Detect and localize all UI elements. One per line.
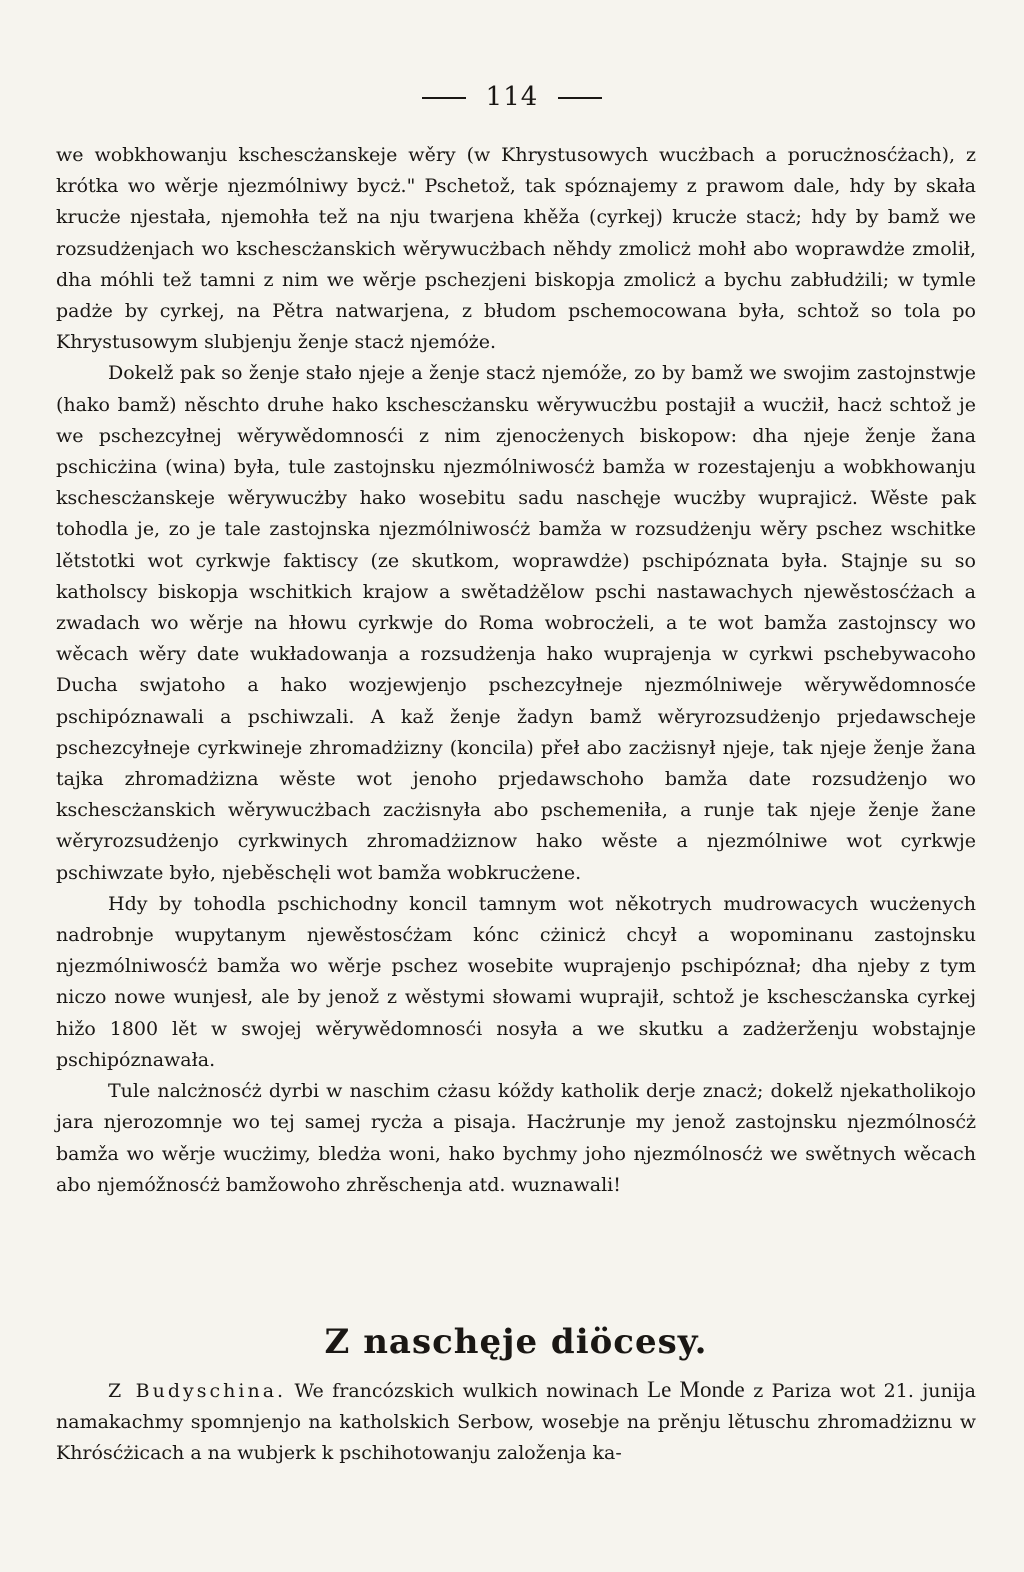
paragraph: Hdy by tohodla pschichodny koncil tamnym wot někotrych mudrowacych wucżenych nadrobnje wupytanym njewěstosćżam kónc cżinicż chcył a wopominanu zastojnsku njezmólniwosćż bamža wo wěrje pschez wosebite wuprajenjo pschipóznał; dha njeby z tym niczo nowe wunjesł, ale by jenož z wěstymi słowami wuprajił, schtož je kschescżanska cyrkej hižo 1800 lět w swojej wěrywědomnosći nosyła a we skutku a zadżerženju wobstajnje pschipóznawała. bbox=[56, 892, 976, 1071]
body-text bbox=[56, 140, 976, 1201]
page-header bbox=[0, 82, 1024, 112]
news-place: Z Budyschina. bbox=[108, 1380, 287, 1402]
paragraph: Dokelž pak so ženje stało njeje a ženje stacż njemóže, zo by bamž we swojim zastojnstwje (hako bamž) něschto druhe hako kschescżansku wěrywucżbu postajił a wucżił, hacż schtož je we pschezcyłnej wěrywědomnosći z nim zjenocżenych biskopow: dha njeje ženje žana pschicżina (wina) była, tule zastojnsku njezmólniwosćż bamža w rozestajenju a wobkhowanju kschescżanskeje wěrywucżby hako wosebitu sadu naschęje wucżby wuprajicż. Wěste pak tohodla je, zo je tale zastojnska njezmólniwosćż bamža w rozsudżenju wěry pschez wschitke lětstotki wot cyrkwje faktiscy (ze skutkom, woprawdże) pschipóznata była. Stajnje su so katholscy biskopja wschitkich krajow a swětadżělow pschi nastawachych njewěstosćżach a zwadach wo wěrje na hłowu cyrkwje do Roma wobrocżeli, a te wot bamža zastojnscy wo wěcach wěry date wukładowanja a rozsudżenja hako wuprajenja w cyrkwi pschebywacoho Ducha swjatoho a hako wozjewjenjo pschezcyłneje njezmólniweje wěrywědomnosće pschipóznawali a pschiwzali. A kaž ženje žadyn bamž wěryrozsudżenjo prjedawscheje pschezcyłneje cyrkwineje zhromadżizny (koncila) přeł abo zacżisnył njeje, tak njeje ženje žana tajka zhromadżizna wěste wot jenoho prjedawschoho bamža date rozsudżenjo wo kschescżanskich wěrywucżbach zacżisnyła abo pschemeniła, a runje tak njeje ženje žane wěryrozsudżenjo cyrkwinych zhromadżiznow hako wěste a njezmólniwe wot cyrkwje pschiwzate było, njeběschęli wot bamža wobkrucżene. bbox=[56, 362, 976, 884]
paragraph-continuation: we wobkhowanju kschescżanskeje wěry (w Khrystusowych wucżbach a porucżnosćżach), z krótka wo wěrje njezmólniwy bycż." Pschetož, tak spóznajemy z prawom dale, hdy by skała krucże njestała, njemohła tež na nju twarjena khěža (cyrkej) krucże stacż; hdy by bamž we rozsudżenjach wo kschescżanskich wěrywucżbach něhdy zmolicż mohł abo woprawdże zmolił, dha móhli tež tamni z nim we wěrje pschezjeni biskopja zmolicż a bychu zabłudżili; w tymle padże by cyrkej, na Pětra natwarjena, z błudom pschemocowana była, schtož so tola po Khrystusowym slubjenju ženje stacż njemóże. bbox=[56, 144, 976, 354]
news-paragraph bbox=[56, 1374, 976, 1470]
header-dash-left bbox=[422, 97, 466, 99]
section-heading: Z naschęje diöcesy. bbox=[324, 1322, 708, 1362]
newspaper-name: Le Monde bbox=[647, 1377, 745, 1402]
paragraph: Tule nalcżnosćż dyrbi w naschim cżasu kóždy katholik derje znacż; dokelž njekatholikojo jara njerozomnje wo tej samej rycża a pisaja. Hacżrunje my jenož zastojnsku njezmólnosćż bamža wo wěrje wucżimy, bledża woni, hako bychmy joho njezmólnosćż we swětnych wěcach abo njemóžnosćż bamžowoho zhrěschenja atd. wuznawali! bbox=[56, 1080, 976, 1196]
news-text-before: We francózskich wulkich nowinach bbox=[294, 1380, 639, 1402]
news-item bbox=[56, 1374, 976, 1470]
page-number: 114 bbox=[485, 82, 539, 112]
news-text-after: z Pariza wot 21. junija namakachmy spomnjenjo na katholskich Serbow, wosebje na prěnju lětuschu zhromadżiznu w Khrósćżicach a na wubjerk k pschihotowanju založenja ka- bbox=[56, 1380, 977, 1465]
header-dash-right bbox=[558, 97, 602, 99]
